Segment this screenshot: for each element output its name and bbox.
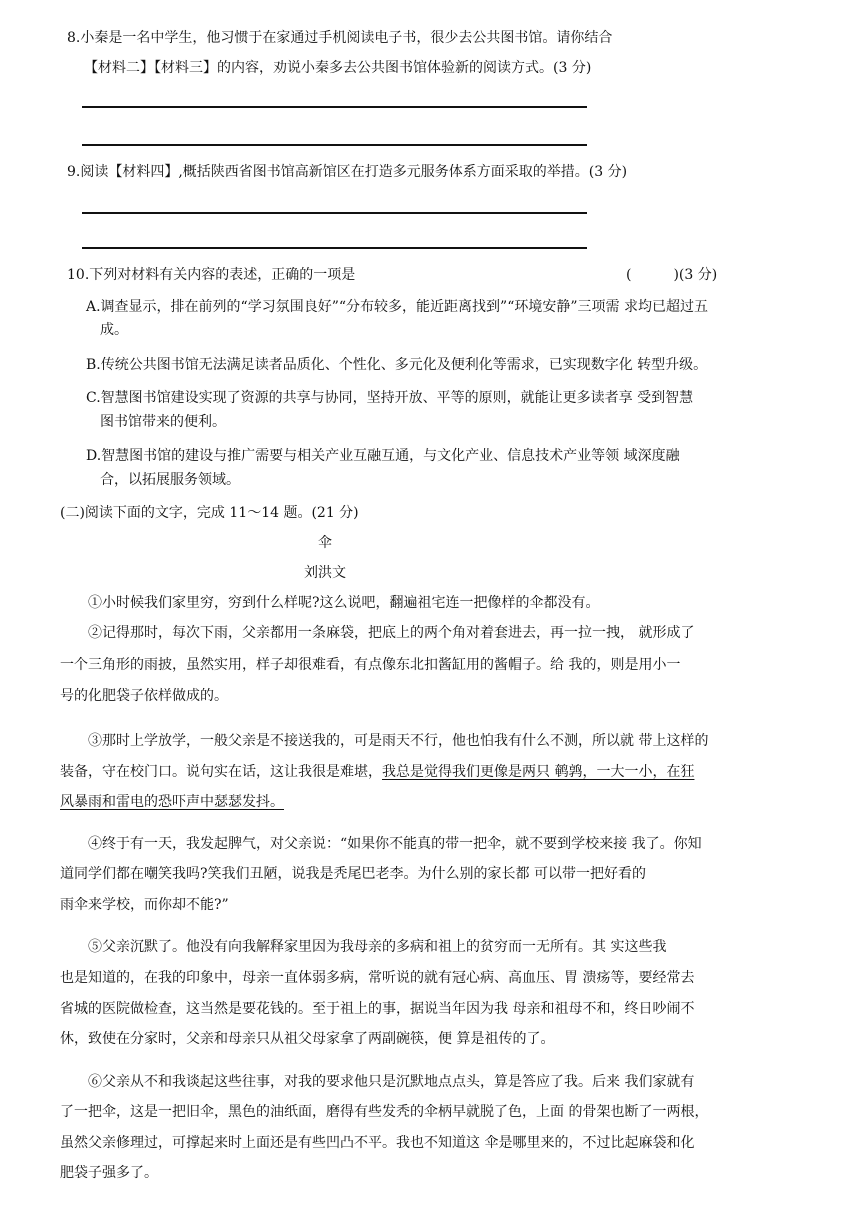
paragraph-6-line-4: 肥袋子强多了。 xyxy=(60,1165,158,1181)
paragraph-6-line-3: 虽然父亲修理过，可撑起来时上面还是有些凹凸不平。我也不知道这 伞是哪里来的，不过比起麻袋和化 xyxy=(60,1135,695,1151)
paragraph-3-underlined-sentence-part-1: 我总是觉得我们更像是两只 鹌鹑，一大一小，在狂 xyxy=(382,764,695,780)
q8-answer-line-2[interactable] xyxy=(82,144,587,146)
paragraph-3-line-1: ③那时上学放学，一般父亲是不接送我的，可是雨天不行，他也怕我有什么不测，所以就 带上这样的 xyxy=(88,733,709,749)
q10-option-d-line-2[interactable]: 合，以拓展服务领域。 xyxy=(100,472,240,488)
paragraph-2-line-1: ②记得那时，每次下雨，父亲都用一条麻袋，把底上的两个角对着套进去，再一拉一拽， 就形成了 xyxy=(88,625,695,641)
paragraph-2-line-3: 号的化肥袋子依样做成的。 xyxy=(60,688,228,704)
q10-option-d-line-1[interactable]: D.智慧图书馆的建设与推广需要与相关产业互融互通，与文化产业、信息技术产业等领 域深度融 xyxy=(86,448,680,464)
passage-title: 伞 xyxy=(318,535,332,551)
paragraph-6-line-1: ⑥父亲从不和我谈起这些往事，对我的要求他只是沉默地点点头，算是答应了我。后来 我们家就有 xyxy=(88,1074,695,1090)
q10-option-c-line-2[interactable]: 图书馆带来的便利。 xyxy=(100,414,226,430)
passage-author: 刘洪文 xyxy=(304,565,346,581)
paragraph-3-line-2-plain: 装备，守在校门口。说句实在话，这让我很是难堪， xyxy=(60,764,382,780)
q8-answer-line-1[interactable] xyxy=(82,106,587,108)
paragraph-5-line-3: 省城的医院做检查，这当然是要花钱的。至于祖上的事，据说当年因为我 母亲和祖母不和，终日吵闹不 xyxy=(60,1001,695,1017)
q9-text-line-1: 9.阅读【材料四】,概括陕西省图书馆高新馆区在打造多元服务体系方面采取的举措。(3 分) xyxy=(67,164,628,180)
paragraph-5-line-4: 休，致使在分家时，父亲和母亲只从祖父母家拿了两副碗筷，便 算是祖传的了。 xyxy=(60,1031,555,1047)
paragraph-4-line-2: 道同学们都在嘲笑我吗?笑我们丑陋，说我是秃尾巴老李。为什么别的家长都 可以带一把好看的 xyxy=(60,866,646,882)
paragraph-5-line-2: 也是知道的，在我的印象中，母亲一直体弱多病，常听说的就有冠心病、高血压、胃 溃疡等，要经常去 xyxy=(60,970,695,986)
q10-option-c-line-1[interactable]: C.智慧图书馆建设实现了资源的共享与协同，坚持开放、平等的原则，就能让更多读者享 受到智慧 xyxy=(86,390,694,406)
q10-option-a-line-1[interactable]: A.调查显示，排在前列的“学习氛围良好”“分布较多，能近距离找到”“环境安静”三项需 求均已超过五 xyxy=(86,299,708,315)
q9-answer-line-2[interactable] xyxy=(82,247,587,249)
q10-option-a-line-2[interactable]: 成。 xyxy=(100,322,128,338)
paragraph-4-line-3: 雨伞来学校，而你却不能?” xyxy=(60,897,229,913)
q10-option-b-line-1[interactable]: B.传统公共图书馆无法满足读者品质化、个性化、多元化及便利化等需求，已实现数字化 转型升级。 xyxy=(86,357,708,373)
section-heading: (二)阅读下面的文字，完成 11～14 题。(21 分) xyxy=(60,505,359,521)
paragraph-2-line-2: 一个三角形的雨披，虽然实用，样子却很难看，有点像东北扣酱缸用的酱帽子。给 我的，则是用小一 xyxy=(60,657,681,673)
q9-answer-line-1[interactable] xyxy=(82,212,587,214)
paragraph-4-line-1: ④终于有一天，我发起脾气，对父亲说：“如果你不能真的带一把伞，就不要到学校来接 我了。你知 xyxy=(88,836,702,852)
paragraph-3-underlined-sentence-part-2: 风暴雨和雷电的恐吓声中瑟瑟发抖。 xyxy=(60,794,284,810)
q8-text-line-1: 8.小秦是一名中学生，他习惯于在家通过手机阅读电子书，很少去公共图书馆。请你结合 xyxy=(67,30,613,46)
paragraph-1-line-1: ①小时候我们家里穷，穷到什么样呢?这么说吧，翻遍祖宅连一把像样的伞都没有。 xyxy=(88,595,600,611)
q8-text-line-2: 【材料二】【材料三】的内容，劝说小秦多去公共图书馆体验新的阅读方式。(3 分) xyxy=(84,60,592,76)
q10-stem: 10.下列对材料有关内容的表述，正确的一项是 xyxy=(67,267,356,283)
paragraph-3-line-2 xyxy=(60,762,694,782)
paragraph-5-line-1: ⑤父亲沉默了。他没有向我解释家里因为我母亲的多病和祖上的贫穷而一无所有。其 实这些我 xyxy=(88,939,667,955)
paragraph-6-line-2: 了一把伞，这是一把旧伞，黑色的油纸面，磨得有些发秃的伞柄早就脱了色，上面 的骨架也断了一两根， xyxy=(60,1104,709,1120)
q10-answer-blank[interactable]: ( )(3 分) xyxy=(626,267,718,283)
